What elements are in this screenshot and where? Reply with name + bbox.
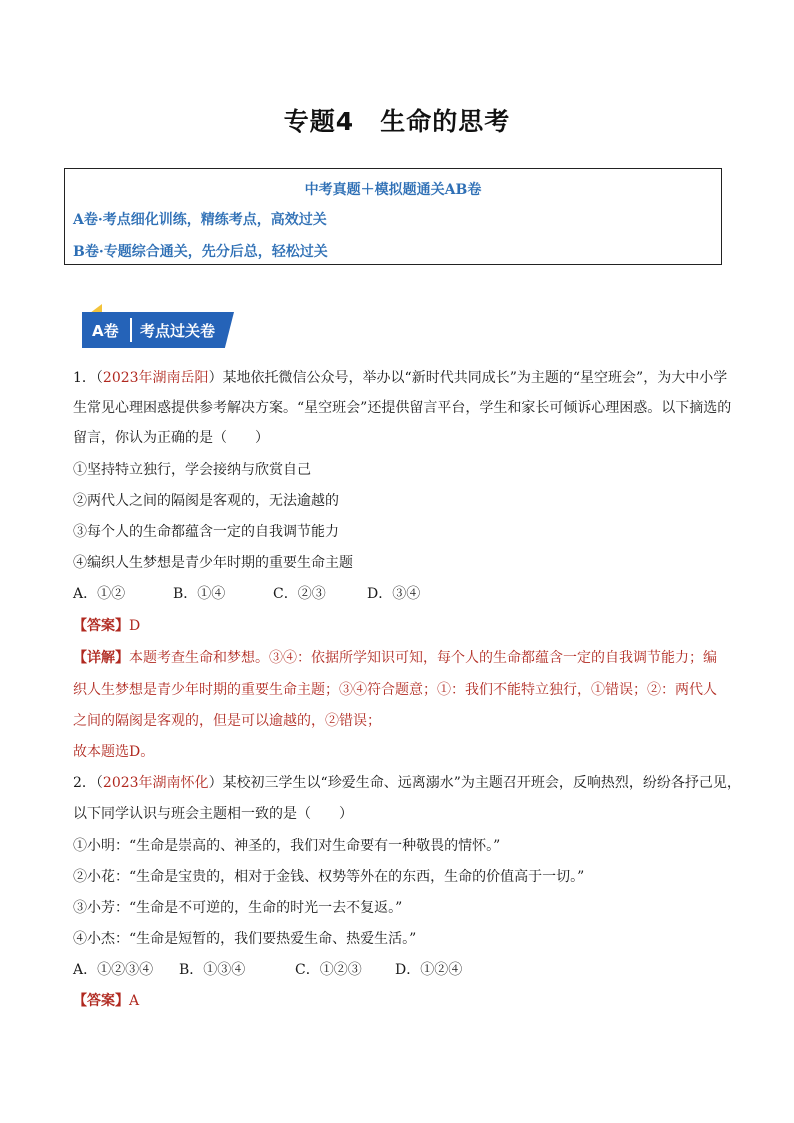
q1-detail-line-2: 织人生梦想是青少年时期的重要生命主题；③④符合题意；①：我们不能特立独行，①错误；②：两代人	[73, 682, 717, 698]
page-title	[0, 102, 794, 138]
q1-item-2: ②两代人之间的隔阂是客观的，无法逾越的	[73, 493, 339, 509]
q1-option-c: C．②③	[273, 586, 326, 602]
q2-stem-text-1: 某校初三学生以“珍爱生命、远离溺水”为主题召开班会，反响热烈，纷纷各抒己见，	[222, 775, 741, 791]
q2-stem-line-2: 以下同学认识与班会主题相一致的是（ ）	[73, 806, 353, 822]
intro-box-line-b: B卷·专题综合通关，先分后总，轻松过关	[73, 244, 328, 260]
q1-item-1: ①坚持特立独行，学会接纳与欣赏自己	[73, 462, 311, 478]
q1-number: 1．（	[73, 370, 103, 386]
q1-option-d: D．③④	[367, 586, 421, 602]
q2-item-2: ②小花：“生命是宝贵的，相对于金钱、权势等外在的东西，生命的价值高于一切。”	[73, 869, 585, 885]
q1-options	[73, 584, 420, 604]
q1-source-close: ）	[208, 370, 223, 386]
q2-options	[73, 960, 462, 980]
q1-detail-text-1: 本题考查生命和梦想。③④：依据所学知识可知，每个人的生命都蕴含一定的自我调节能力；编	[129, 650, 717, 666]
badge-right-label: 考点过关卷	[140, 322, 216, 340]
q2-number: 2．（	[73, 775, 103, 791]
intro-box	[64, 168, 722, 265]
intro-box-line-a: A卷·考点细化训练，精练考点，高效过关	[73, 212, 327, 228]
section-badge	[82, 312, 242, 350]
q1-stem-line-1	[73, 368, 727, 388]
q2-source: 2023年湖南怀化	[102, 775, 209, 791]
q1-option-a: A．①②	[73, 586, 126, 602]
intro-box-header: 中考真题＋模拟题通关AB卷	[304, 182, 482, 198]
q2-item-3: ③小芳：“生命是不可逆的，生命的时光一去不复返。”	[73, 900, 403, 916]
q2-item-4: ④小杰：“生命是短暂的，我们要热爱生命、热爱生活。”	[73, 931, 417, 947]
badge-divider	[130, 318, 132, 342]
q2-option-a: A．①②③④	[73, 962, 154, 978]
q1-stem-line-2: 生常见心理困惑提供参考解决方案。“星空班会”还提供留言平台，学生和家长可倾诉心理困惑。以下摘选的	[73, 400, 732, 416]
q1-item-3: ③每个人的生命都蕴含一定的自我调节能力	[73, 524, 339, 540]
q2-answer	[73, 991, 139, 1011]
q2-option-b: B．①③④	[179, 962, 246, 978]
title-main: 生命的思考	[380, 107, 511, 136]
q1-answer-value: D	[129, 618, 141, 634]
badge-left-label: A卷	[92, 322, 119, 340]
q1-item-4: ④编织人生梦想是青少年时期的重要生命主题	[73, 555, 353, 571]
q1-detail-tag: 【详解】	[73, 650, 129, 666]
q1-detail-line-3: 之间的隔阂是客观的，但是可以逾越的，②错误；	[73, 713, 381, 729]
q1-detail-line-1	[73, 648, 717, 668]
q1-answer	[73, 616, 140, 636]
q2-item-1: ①小明：“生命是崇高的、神圣的，我们对生命要有一种敬畏的情怀。”	[73, 838, 501, 854]
q2-option-c: C．①②③	[295, 962, 362, 978]
q1-source: 2023年湖南岳阳	[102, 370, 209, 386]
q2-stem-line-1	[73, 773, 741, 793]
q1-stem-text-1: 某地依托微信公众号，举办以“新时代共同成长”为主题的“星空班会”，为大中小学	[222, 370, 728, 386]
q1-stem-line-3: 留言，你认为正确的是（ ）	[73, 430, 269, 446]
q2-source-close: ）	[208, 775, 223, 791]
title-prefix: 专题4	[283, 107, 355, 136]
q2-answer-tag: 【答案】	[73, 993, 129, 1009]
q1-option-b: B．①④	[173, 586, 226, 602]
q2-answer-value: A	[129, 993, 140, 1009]
q2-option-d: D．①②④	[395, 962, 463, 978]
q1-answer-tag: 【答案】	[73, 618, 129, 634]
badge-fold-decoration	[90, 304, 102, 313]
q1-detail-line-4: 故本题选D。	[73, 744, 155, 760]
